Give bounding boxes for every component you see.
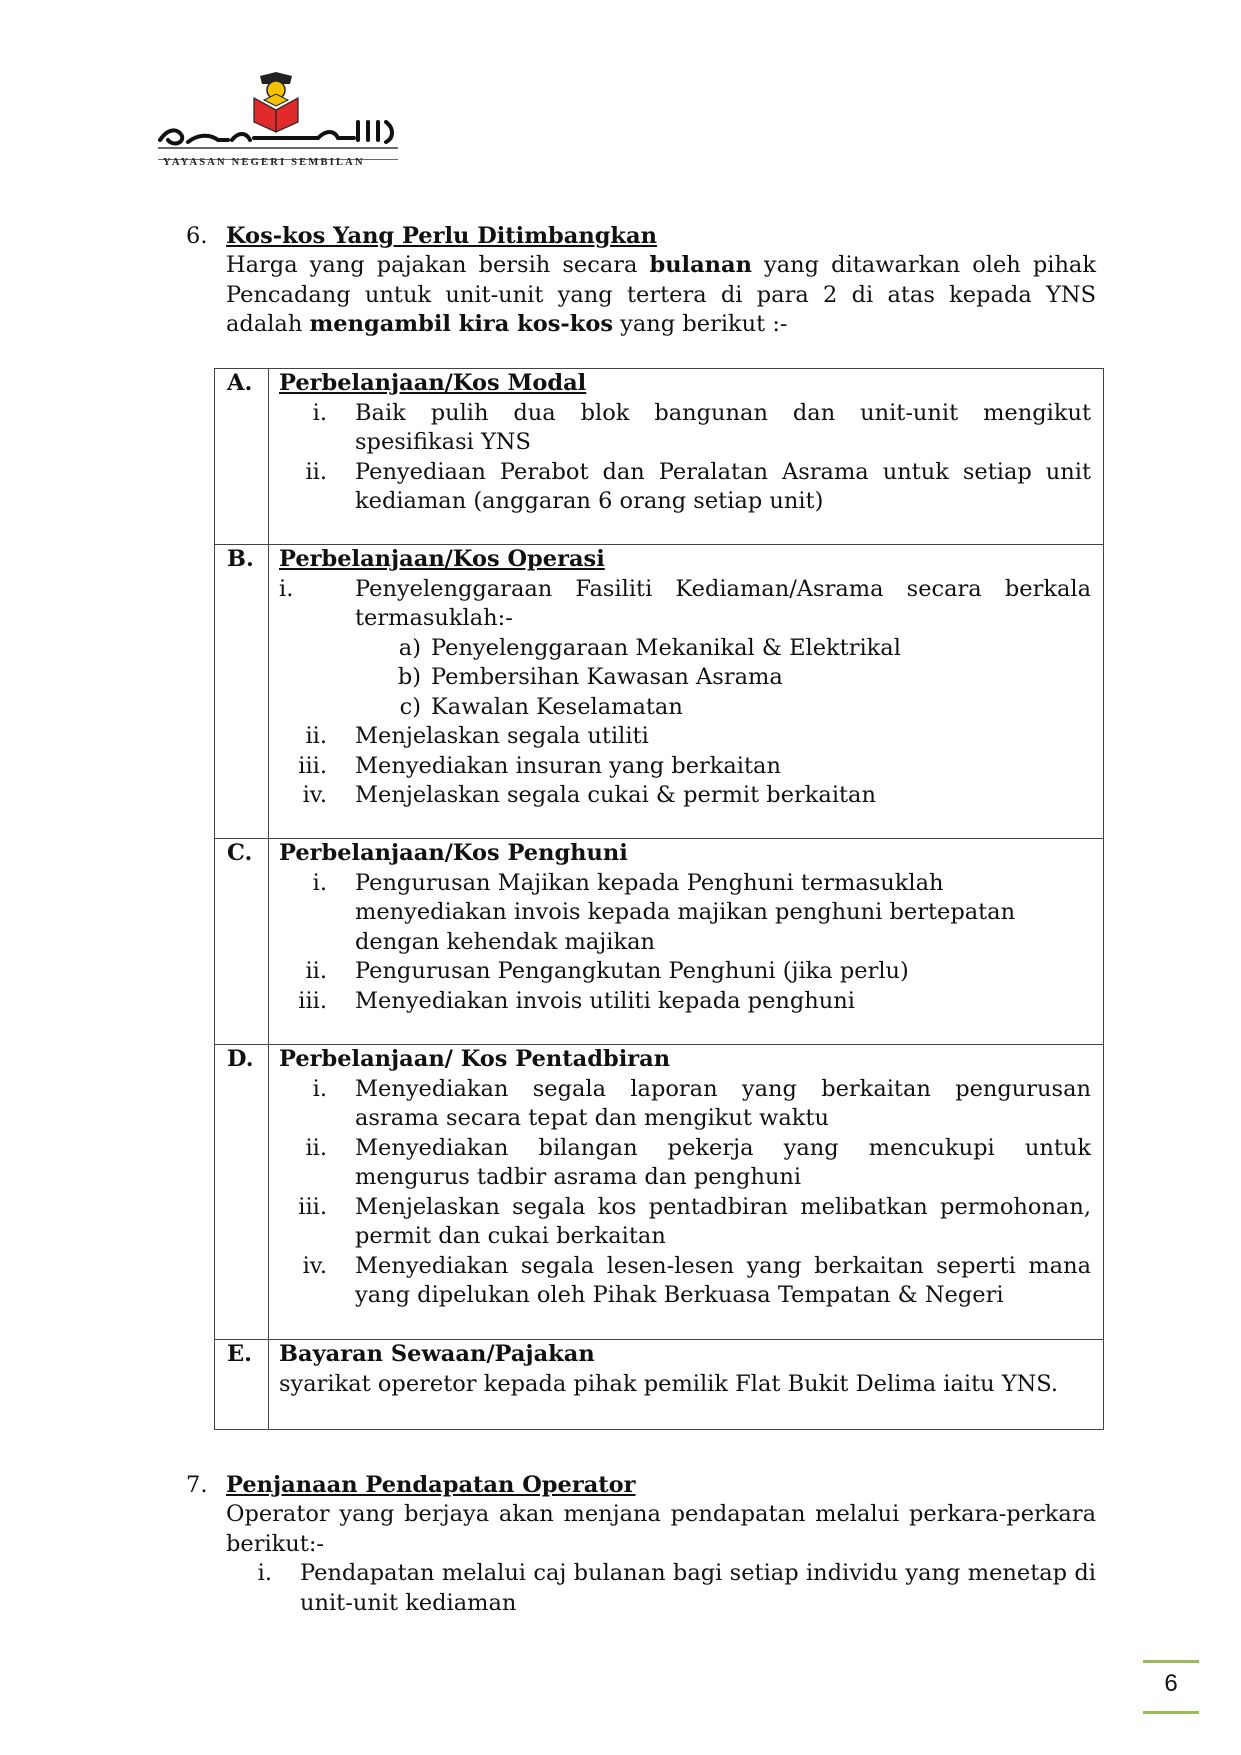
list-item bbox=[279, 575, 1091, 634]
section-7-paragraph: Operator yang berjaya akan menjana pendapatan melalui perkara-perkara berikut:- bbox=[226, 1501, 1096, 1557]
list-item bbox=[279, 1075, 1091, 1134]
row-content bbox=[269, 369, 1104, 545]
section-6-bold-kos: mengambil kira kos-kos bbox=[309, 311, 614, 337]
table-row-c bbox=[215, 839, 1104, 1045]
row-letter: B. bbox=[215, 545, 269, 839]
section-6-paragraph bbox=[226, 251, 1096, 340]
item-number: i. bbox=[257, 1560, 272, 1586]
item-number: i. bbox=[312, 869, 327, 896]
list-item bbox=[279, 399, 1091, 458]
item-number: ii. bbox=[305, 723, 327, 749]
item-number: iii. bbox=[298, 752, 327, 779]
sub-item bbox=[279, 634, 1091, 664]
section-6-text-c: yang berikut :- bbox=[613, 311, 788, 337]
row-title: Perbelanjaan/Kos Modal bbox=[279, 370, 587, 396]
item-number: i. bbox=[312, 1075, 327, 1102]
item-text: Pengurusan Majikan kepada Penghuni termasuklah menyediakan invois kepada majikan penghuni bertepatan dengan kehendak majikan bbox=[355, 869, 1016, 955]
row-content bbox=[269, 545, 1104, 839]
section-7-list bbox=[256, 1559, 1096, 1618]
yns-logo bbox=[158, 70, 398, 175]
yns-crest-logo-icon bbox=[158, 70, 398, 160]
item-number: iii. bbox=[298, 1193, 327, 1220]
item-text: Menyediakan segala laporan yang berkaitan pengurusan asrama secara tepat dan mengikut waktu bbox=[355, 1075, 1091, 1131]
list-item bbox=[279, 957, 1091, 987]
sub-item bbox=[279, 663, 1091, 693]
list-item bbox=[256, 1559, 1096, 1618]
row-title: Perbelanjaan/Kos Operasi bbox=[279, 546, 605, 572]
item-number: iv. bbox=[302, 1252, 327, 1279]
row-text: syarikat operetor kepada pihak pemilik Flat Bukit Delima iaitu YNS. bbox=[279, 1370, 1059, 1397]
row-letter: A. bbox=[215, 369, 269, 545]
list-item bbox=[279, 1134, 1091, 1193]
sub-item-letter: c) bbox=[399, 693, 421, 720]
table-row-e bbox=[215, 1340, 1104, 1430]
item-text: Baik pulih dua blok bangunan dan unit-unit mengikut spesifikasi YNS bbox=[355, 399, 1091, 455]
section-6-title: Kos-kos Yang Perlu Ditimbangkan bbox=[226, 223, 657, 249]
row-content bbox=[269, 839, 1104, 1045]
item-number: ii. bbox=[305, 958, 327, 984]
section-6-text-a: Harga yang pajakan bersih secara bbox=[226, 252, 650, 278]
section-6-number: 6. bbox=[186, 223, 208, 249]
page-number-bottom-rule bbox=[1143, 1711, 1199, 1714]
item-number: ii. bbox=[305, 458, 327, 485]
section-7-number: 7. bbox=[186, 1472, 208, 1498]
list-item bbox=[279, 722, 1091, 752]
sub-item-text: Kawalan Keselamatan bbox=[431, 693, 683, 720]
list-item bbox=[279, 458, 1091, 517]
list-item bbox=[279, 752, 1091, 782]
item-text: Menyediakan insuran yang berkaitan bbox=[355, 752, 781, 779]
page-number-top-rule bbox=[1143, 1660, 1199, 1663]
row-title: Perbelanjaan/ Kos Pentadbiran bbox=[279, 1046, 671, 1072]
item-text: Menyediakan invois utiliti kepada penghuni bbox=[355, 987, 855, 1014]
section-6-bold-bulanan: bulanan bbox=[649, 252, 752, 278]
row-title: Perbelanjaan/Kos Penghuni bbox=[279, 840, 628, 866]
item-text: Menjelaskan segala cukai & permit berkaitan bbox=[355, 782, 876, 808]
list-item bbox=[279, 781, 1091, 811]
sub-item bbox=[279, 693, 1091, 723]
page-number: 6 bbox=[1164, 1670, 1178, 1697]
table-row-a bbox=[215, 369, 1104, 545]
item-text: Menyediakan bilangan pekerja yang mencukupi untuk mengurus tadbir asrama dan penghuni bbox=[355, 1134, 1091, 1190]
cost-table bbox=[214, 368, 1104, 1430]
row-content bbox=[269, 1045, 1104, 1340]
list-item bbox=[279, 987, 1091, 1017]
row-letter: E. bbox=[215, 1340, 269, 1430]
row-letter: C. bbox=[215, 839, 269, 1045]
item-text: Pengurusan Pengangkutan Penghuni (jika perlu) bbox=[355, 958, 909, 984]
item-text: Menjelaskan segala utiliti bbox=[355, 723, 649, 749]
item-text: Menjelaskan segala kos pentadbiran melibatkan permohonan, permit dan cukai berkaitan bbox=[355, 1193, 1091, 1249]
row-title: Bayaran Sewaan/Pajakan bbox=[279, 1341, 595, 1367]
item-text: Pendapatan melalui caj bulanan bagi setiap individu yang menetap di unit-unit kediaman bbox=[300, 1560, 1096, 1616]
org-name-text: YAYASAN NEGERI SEMBILAN bbox=[163, 157, 365, 168]
item-number: i. bbox=[279, 575, 294, 602]
list-item bbox=[279, 869, 1091, 958]
item-text: Penyediaan Perabot dan Peralatan Asrama untuk setiap unit kediaman (anggaran 6 orang setiap unit) bbox=[355, 458, 1091, 514]
sub-item-letter: a) bbox=[398, 634, 421, 661]
item-number: ii. bbox=[305, 1134, 327, 1161]
item-text: Penyelenggaraan Fasiliti Kediaman/Asrama secara berkala termasuklah:- bbox=[355, 575, 1091, 631]
sub-item-text: Penyelenggaraan Mekanikal & Elektrikal bbox=[431, 634, 901, 661]
table-row-b bbox=[215, 545, 1104, 839]
item-number: iii. bbox=[298, 987, 327, 1014]
row-letter: D. bbox=[215, 1045, 269, 1340]
page-number-box bbox=[1143, 1660, 1199, 1714]
sub-item-text: Pembersihan Kawasan Asrama bbox=[431, 664, 783, 690]
section-6-text-b: yang ditawarkan oleh pihak Pencadang untuk unit-unit yang tertera di para 2 di atas kepada YNS adalah bbox=[226, 252, 1096, 337]
table-row-d bbox=[215, 1045, 1104, 1340]
sub-item-letter: b) bbox=[397, 664, 421, 690]
list-item bbox=[279, 1252, 1091, 1311]
row-content bbox=[269, 1340, 1104, 1430]
item-number: iv. bbox=[302, 782, 327, 808]
item-text: Menyediakan segala lesen-lesen yang berkaitan seperti mana yang dipelukan oleh Pihak Berkuasa Tempatan & Negeri bbox=[355, 1252, 1091, 1308]
item-number: i. bbox=[312, 399, 327, 426]
list-item bbox=[279, 1193, 1091, 1252]
section-7-title: Penjanaan Pendapatan Operator bbox=[226, 1472, 636, 1498]
